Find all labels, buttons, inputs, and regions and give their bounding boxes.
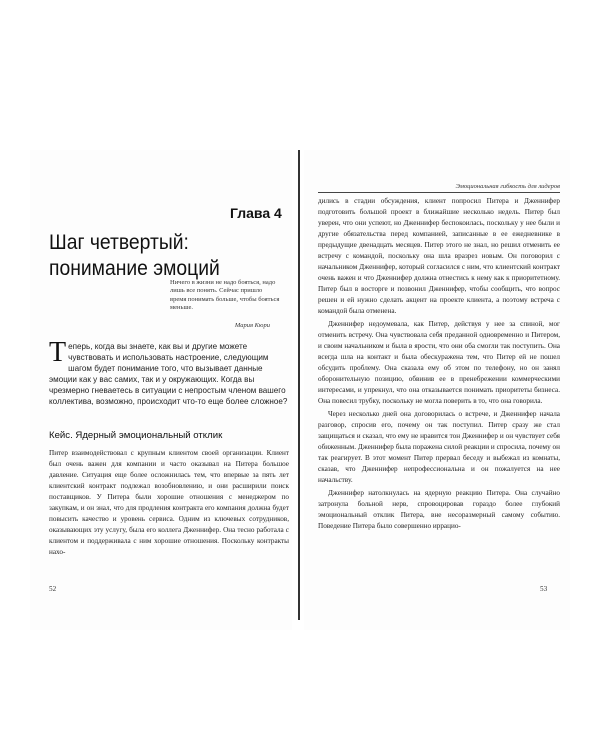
case-paragraph: Питер взаимодействовал с крупным клиентом своей организации. Клиент был очень важен для компании и часто оказывал на Питера большое давление. Ситуация еще более осложнилась тем, что впервые за пять лет клиентский контракт подлежал возобновлению, и они расширили поиск поставщиков. У Питера были хорошие отношения с менеджером по закупкам, и он знал, что для продления контракта его компания должна будет повысить качество и уровень сервиса. Одним из ключевых сотрудников, оказывающих эту услугу, была его коллега Дженнифер. Она тесно работала с клиентом и поддерживала с ним хорошие отношения. Поскольку контракты нахо- — [49, 449, 289, 556]
intro-paragraph — [49, 337, 289, 407]
gutter-line — [298, 150, 300, 620]
paragraph: Дженнифер недоумевала, как Питер, действуя у нее за спиной, мог отменить встречу. Она чувствовала себя преданной одновременно и Питером, и своим начальником и была в ярости, что они оба смогли так поступить. Она всегда шла на контакт и была обескуражена тем, что Питер ей не пошел обсудить проблему. Она сказала ему об этом по телефону, но он занял оборонительную позицию, обвинив ее в пренебрежении коммерческими интересами, и упрекнул, что она отказывается понимать приоритеты бизнеса. Она повесил трубку, поскольку не могла поверить в то, что она говорила. — [318, 320, 560, 405]
paragraph: Через несколько дней она договорилась о встрече, и Дженнифер начала разговор, спросив его, почему он так поступил. Питер сразу же стал защищаться и сказал, что ему не нравится тон Дженнифер и он чувствует себя обиженным. Дженнифер была поражена силой реакции и спросила, почему он так реагирует. В этот момент Питер прервал беседу и выбежал из комнаты, сказав, что Дженнифер непрофессиональна и он пожалуется на нее начальству. — [318, 410, 560, 484]
running-head: Эмоциональная гибкость для лидеров — [318, 183, 560, 193]
intro-text: еперь, когда вы знаете, как вы и другие можете чувствовать и использовать настроение, следующим шагом будет понимание того, что вызывает данные эмоции как у вас самих, так и у окружающих. Когда вы чрезмерно гневаетесь в ситуации с непростым членом вашего коллектива, возможно, происходит что-то еще более сложное? — [49, 342, 288, 406]
epigraph: Ничего в жизни не надо бояться, надо лишь все понять. Сейчас пришло время понимать больше, чтобы бояться меньше. — [170, 279, 280, 312]
title-line-2: понимание эмоций — [49, 257, 220, 280]
page-number-right: 53 — [540, 585, 548, 593]
epigraph-author: Мария Кюри — [234, 322, 270, 329]
page-number-left: 52 — [49, 585, 57, 593]
paragraph: Дженнифер натолкнулась на ядерную реакцию Питера. Она случайно затронула больной нерв, спровоцировав гораздо более глубокий эмоциональный отклик Питера, вне несоразмерный самому событию. Поведение Питера было совершенно иррацио- — [318, 489, 560, 530]
paragraph: дились в стадии обсуждения, клиент попросил Питера и Дженнифер подготовить большой проект в ближайшие несколько недель. Питер был уверен, что они успеют, но Дженнифер беспокоилась, поскольку у нее были и другие обязательства перед компанией, записанные в ее ежедневнике в предыдущие двенадцать месяцев. Питер этого не знал, но решил отменить ее встречу с командой, поскольку она шла вразрез новым. Он поговорил с начальником Дженнифер, который согласился с ним, что клиентский контракт очень важен и что Дженнифер должна отнестись к нему как к приоритетному. Питер был в восторге и позвонил Дженнифер, чтобы сообщить, что вопрос решен и ей нужно сделать акцент на проекте клиента, а поэтому встреча с командой была отменена. — [318, 197, 560, 315]
chapter-label: Глава 4 — [230, 205, 282, 221]
chapter-title — [49, 230, 270, 282]
title-line-1: Шаг четвертый: — [49, 231, 189, 254]
right-body-text — [318, 196, 560, 532]
section-title: Кейс. Ядерный эмоциональный отклик — [49, 430, 223, 441]
drop-cap: Т — [49, 337, 67, 368]
